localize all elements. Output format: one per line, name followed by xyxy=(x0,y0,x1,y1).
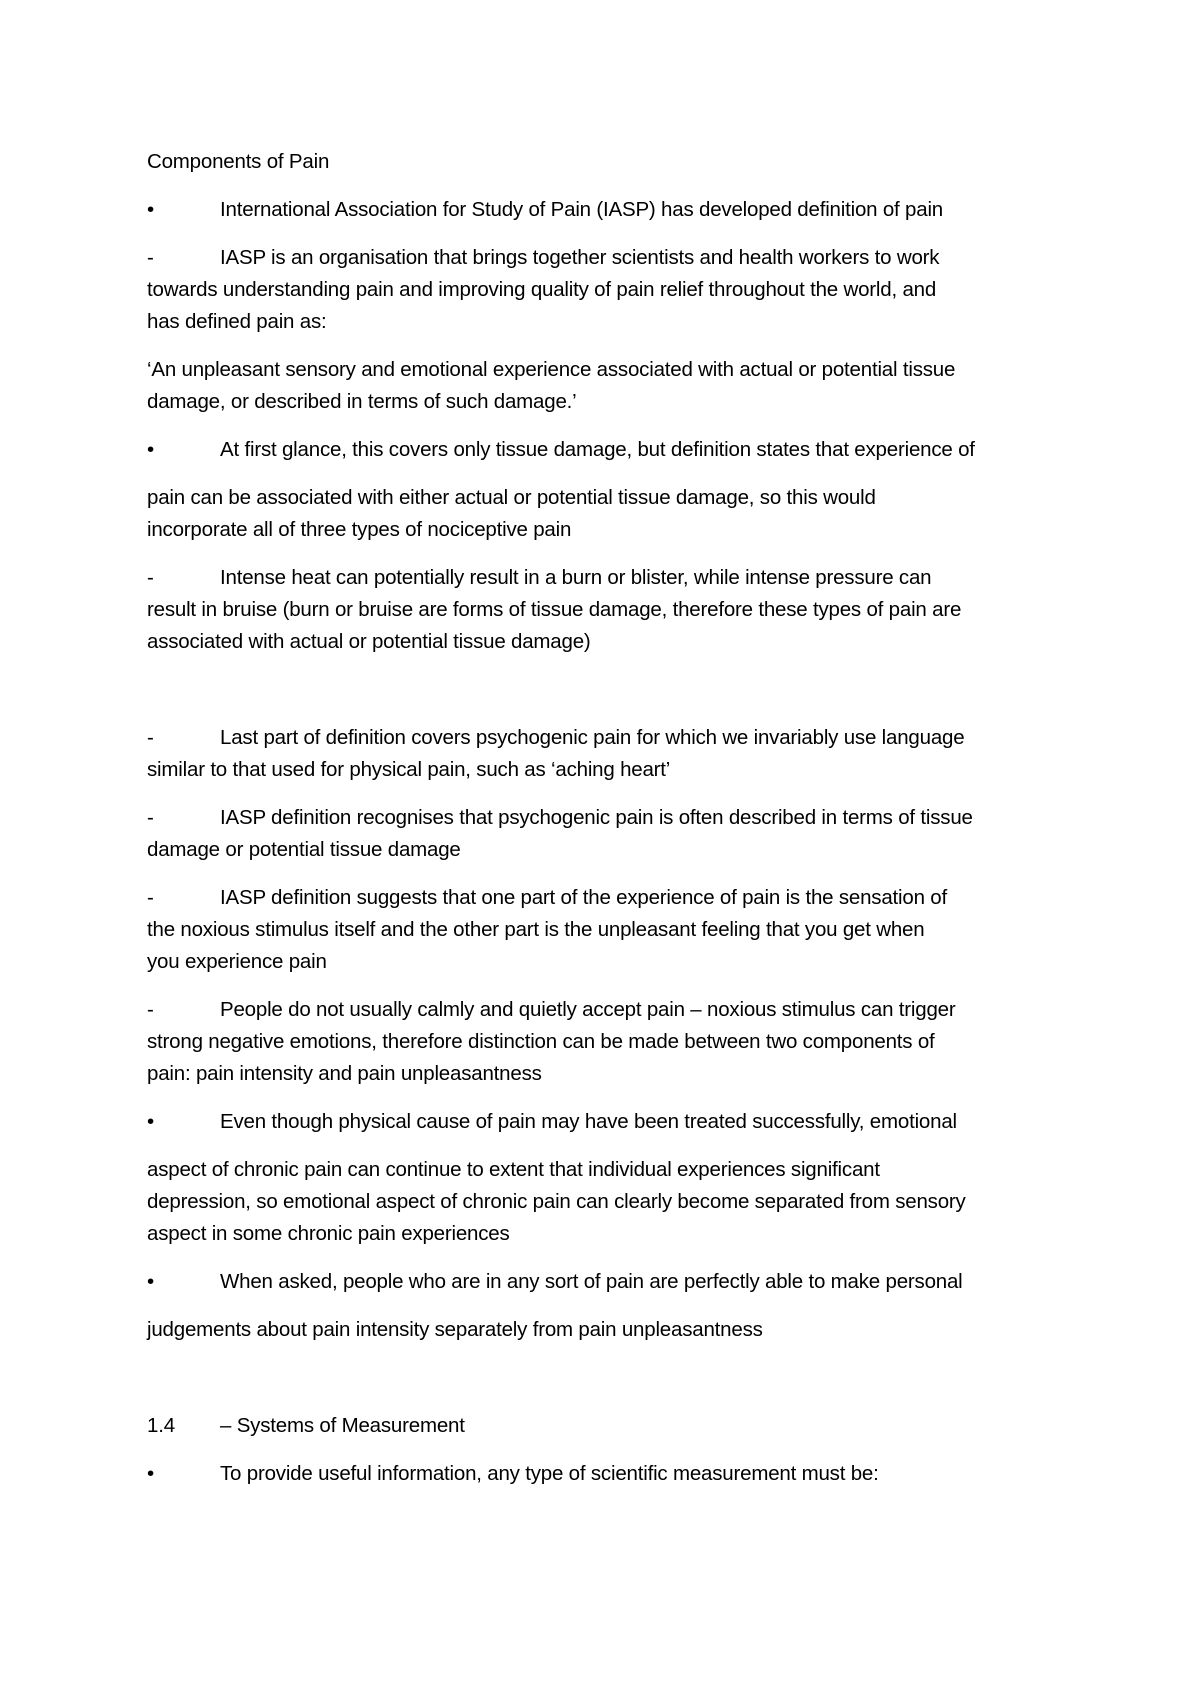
dash-marker: - xyxy=(147,566,154,589)
paragraph-line: associated with actual or potential tissue damage) xyxy=(147,630,591,653)
paragraph-line: judgements about pain intensity separately from pain unpleasantness xyxy=(147,1318,763,1341)
list-item-text: At first glance, this covers only tissue damage, but definition states that experience of xyxy=(220,438,975,461)
paragraph-line: strong negative emotions, therefore distinction can be made between two components of xyxy=(147,1030,935,1053)
list-item-text: International Association for Study of Pain (IASP) has developed definition of pain xyxy=(220,198,944,221)
paragraph-line: incorporate all of three types of nociceptive pain xyxy=(147,518,572,541)
section-heading: – Systems of Measurement xyxy=(220,1414,465,1437)
paragraph-line: ‘An unpleasant sensory and emotional experience associated with actual or potential tissue xyxy=(147,358,956,381)
list-item-text: IASP is an organisation that brings together scientists and health workers to work xyxy=(220,246,940,269)
bullet-marker: • xyxy=(147,1462,154,1485)
paragraph-line: you experience pain xyxy=(147,950,327,973)
document-title: Components of Pain xyxy=(147,150,330,173)
paragraph-line: aspect in some chronic pain experiences xyxy=(147,1222,510,1245)
dash-marker: - xyxy=(147,246,154,269)
list-item-text: To provide useful information, any type of scientific measurement must be: xyxy=(220,1462,879,1485)
bullet-marker: • xyxy=(147,1110,154,1133)
paragraph-line: aspect of chronic pain can continue to extent that individual experiences significant xyxy=(147,1158,880,1181)
paragraph-line: has defined pain as: xyxy=(147,310,327,333)
paragraph-line: the noxious stimulus itself and the other part is the unpleasant feeling that you get when xyxy=(147,918,925,941)
paragraph-line: damage, or described in terms of such damage.’ xyxy=(147,390,577,413)
dash-marker: - xyxy=(147,998,154,1021)
paragraph-line: depression, so emotional aspect of chronic pain can clearly become separated from sensory xyxy=(147,1190,966,1213)
list-item-text: Even though physical cause of pain may have been treated successfully, emotional xyxy=(220,1110,957,1133)
paragraph-line: similar to that used for physical pain, such as ‘aching heart’ xyxy=(147,758,671,781)
dash-marker: - xyxy=(147,886,154,909)
list-item-text: Intense heat can potentially result in a burn or blister, while intense pressure can xyxy=(220,566,932,589)
list-item-text: People do not usually calmly and quietly accept pain – noxious stimulus can trigger xyxy=(220,998,956,1021)
paragraph-line: pain: pain intensity and pain unpleasantness xyxy=(147,1062,542,1085)
dash-marker: - xyxy=(147,726,154,749)
paragraph-line: damage or potential tissue damage xyxy=(147,838,461,861)
paragraph-line: towards understanding pain and improving quality of pain relief throughout the world, and xyxy=(147,278,937,301)
paragraph-line: result in bruise (burn or bruise are forms of tissue damage, therefore these types of pain are xyxy=(147,598,962,621)
dash-marker: - xyxy=(147,806,154,829)
bullet-marker: • xyxy=(147,438,154,461)
section-number: 1.4 xyxy=(147,1414,175,1437)
list-item-text: IASP definition recognises that psychogenic pain is often described in terms of tissue xyxy=(220,806,973,829)
list-item-text: Last part of definition covers psychogenic pain for which we invariably use language xyxy=(220,726,965,749)
bullet-marker: • xyxy=(147,1270,154,1293)
paragraph-line: pain can be associated with either actual or potential tissue damage, so this would xyxy=(147,486,876,509)
bullet-marker: • xyxy=(147,198,154,221)
list-item-text: IASP definition suggests that one part of the experience of pain is the sensation of xyxy=(220,886,948,909)
list-item-text: When asked, people who are in any sort of pain are perfectly able to make personal xyxy=(220,1270,963,1293)
